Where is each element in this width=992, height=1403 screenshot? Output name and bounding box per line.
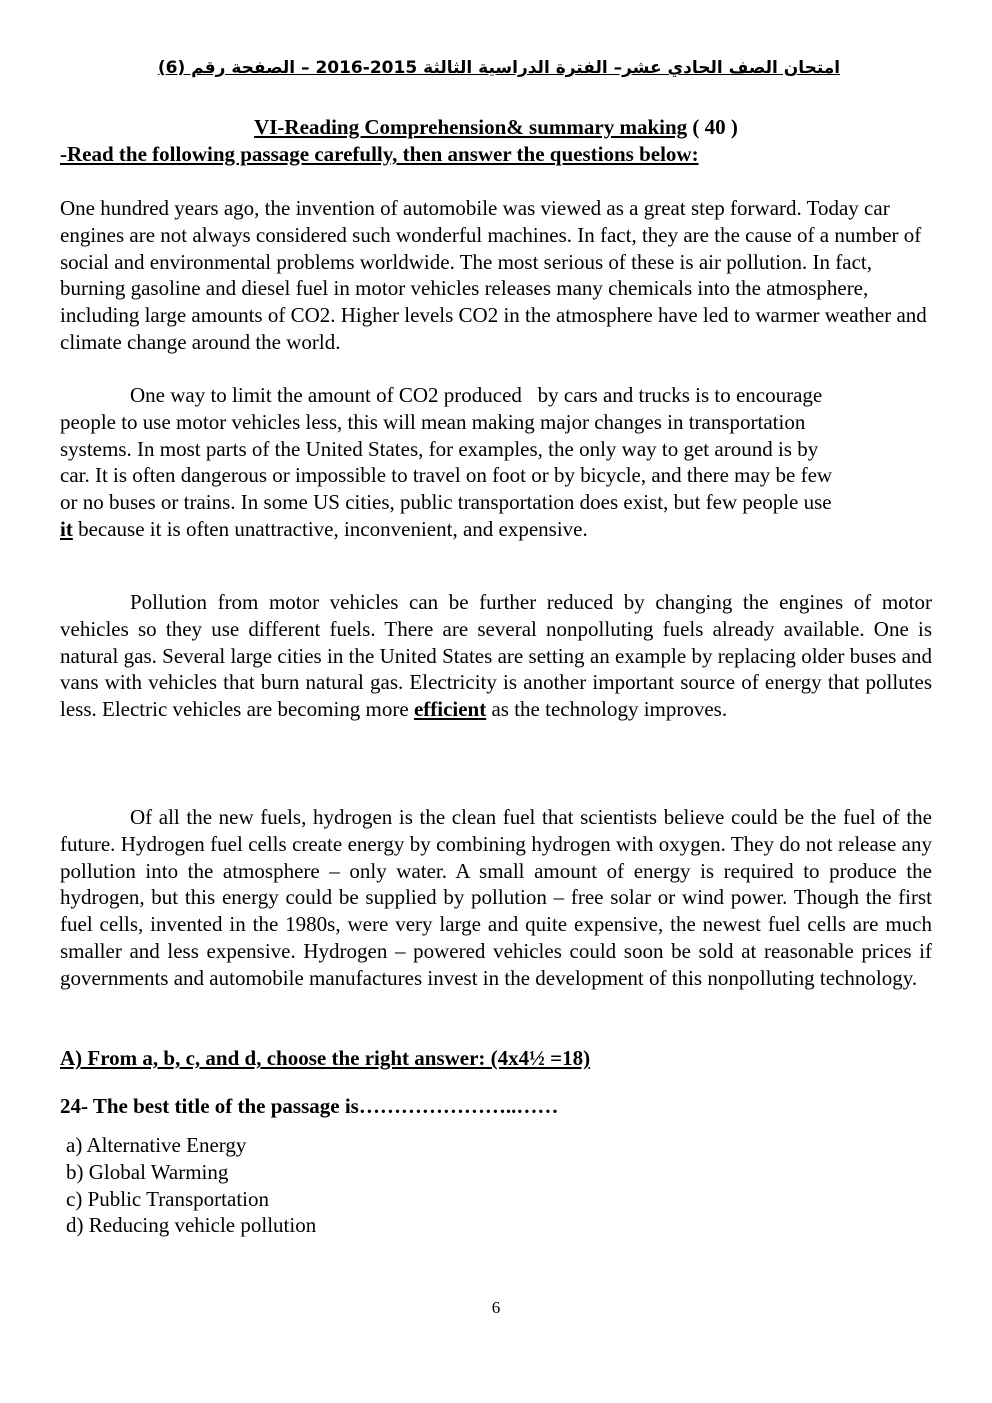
p2-line: One way to limit the amount of CO2 produced by cars and trucks is to encourage: [130, 383, 823, 407]
p2-line: it because it is often unattractive, inconvenient, and expensive.: [60, 516, 588, 541]
p2-line: or no buses or trains. In some US cities, public transportation does exist, but few people use: [60, 490, 832, 515]
questions-heading: A) From a, b, c, and d, choose the right answer: (4x4½ =18): [60, 1046, 591, 1070]
question-24-options: [66, 1132, 316, 1239]
underlined-word-it: it: [60, 516, 73, 541]
option-a[interactable]: a) Alternative Energy: [66, 1133, 247, 1157]
option-d[interactable]: d) Reducing vehicle pollution: [66, 1213, 317, 1238]
underlined-word-efficient: efficient: [413, 697, 487, 722]
p2-line: systems. In most parts of the United States, for examples, the only way to get around is by: [60, 436, 819, 461]
instruction: -Read the following passage carefully, then answer the questions below:: [60, 142, 699, 166]
section-marks: ( 40 ): [687, 115, 738, 139]
page-header: [0, 58, 992, 78]
question-24: 24- The best title of the passage is…………………..……: [60, 1094, 559, 1118]
option-c[interactable]: c) Public Transportation: [66, 1186, 269, 1211]
arabic-exam-title: امتحان الصف الحادي عشر– الفترة الدراسية الثالثة 2015-2016 – الصفحة رقم (6): [157, 58, 841, 78]
p2-line: car. It is often dangerous or impossible to travel on foot or by bicycle, and there may be few: [60, 463, 833, 488]
passage-paragraph-2: [60, 382, 932, 543]
option-b[interactable]: b) Global Warming: [66, 1159, 229, 1184]
p2-line: people to use motor vehicles less, this will mean making major changes in transportation: [60, 409, 806, 434]
section-title: [0, 115, 992, 140]
passage-paragraph-3: Pollution from motor vehicles can be further reduced by changing the engines of motor vehicles so they use different fuels. There are several nonpolluting fuels already available. One is natural gas. Several large cities in the United States are setting an example by replacing older buses and vans with vehicles that burn natural gas. Electricity is another important source of energy that pollutes less. Electric vehicles are becoming more efficient as the technology improves.: [60, 590, 932, 722]
page-number: 6: [491, 1298, 501, 1317]
passage-paragraph-1: One hundred years ago, the invention of automobile was viewed as a great step forward. Today car engines are not always considered such wonderful machines. In fact, they are the cause of a number of social and environmental problems worldwide. The most serious of these is air pollution. In fact, burning gasoline and diesel fuel in motor vehicles releases many chemicals into the atmosphere, including large amounts of CO2. Higher levels CO2 in the atmosphere have led to warmer weather and climate change around the world.: [60, 196, 927, 354]
passage-paragraph-4: Of all the new fuels, hydrogen is the clean fuel that scientists believe could be the fuel of the future. Hydrogen fuel cells create energy by combining hydrogen with oxygen. They do not release any pollution into the atmosphere – only water. A small amount of energy is required to produce the hydrogen, but this energy could be supplied by pollution – free solar or wind power. Though the first fuel cells, invented in the 1980s, were very large and quite expensive, the newest fuel cells are much smaller and less expensive. Hydrogen – powered vehicles could soon be sold at reasonable prices if governments and automobile manufactures invest in the development of this nonpolluting technology.: [60, 805, 932, 990]
section-title-text: VI-Reading Comprehension& summary making: [254, 115, 688, 139]
